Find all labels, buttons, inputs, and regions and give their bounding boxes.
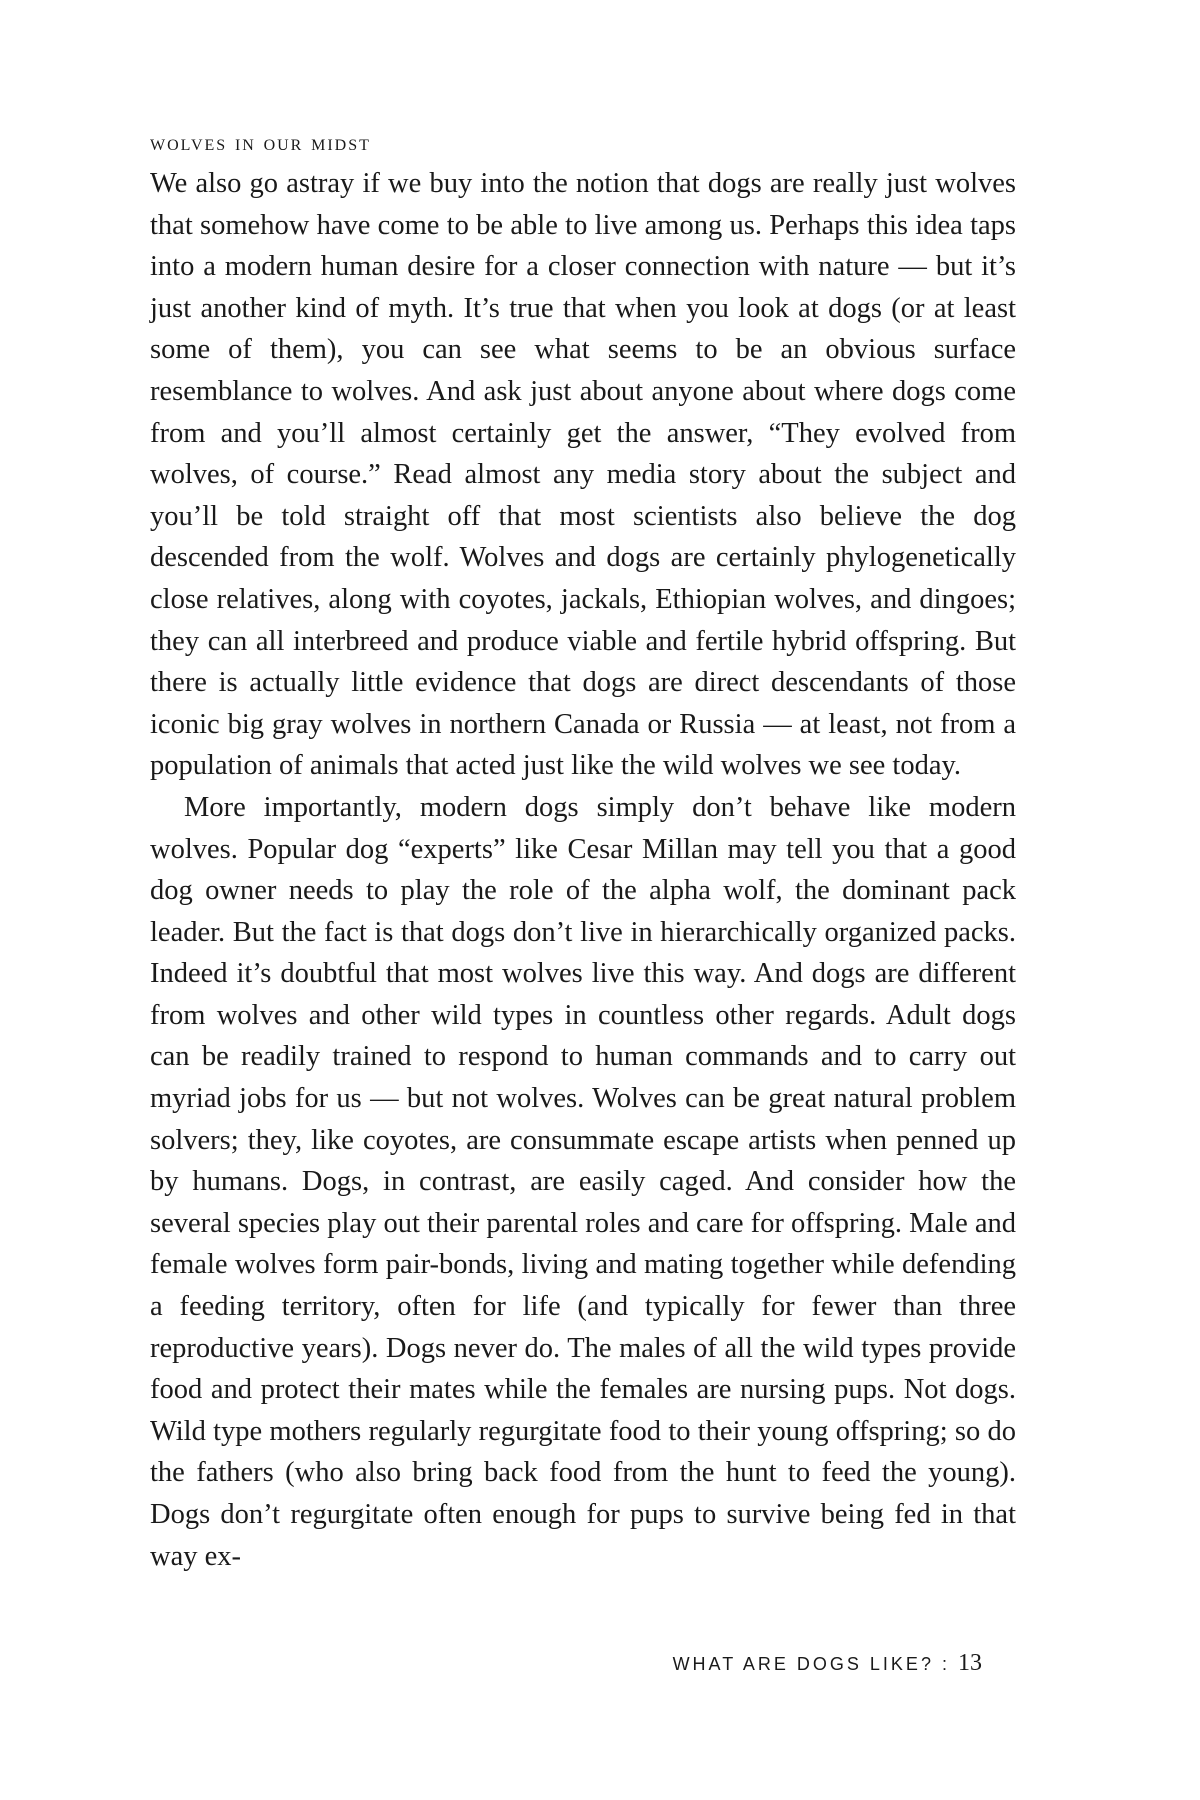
paragraph-1: We also go astray if we buy into the notion that dogs are really just wolves that somehow have come to be able to live among us. Perhaps this idea taps into a modern human desire for a closer connection with nature — but it’s just another kind of myth. It’s true that when you look at dogs (or at least some of them), you can see what seems to be an obvious surface resemblance to wolves. And ask just about anyone about where dogs come from and you’ll almost certainly get the answer, “They evolved from wolves, of course.” Read almost any media story about the subject and you’ll be told straight off that most scientists also believe the dog descended from the wolf. Wolves and dogs are certainly phylogenetically close relatives, along with coyotes, jackals, Ethiopian wolves, and dingoes; they can all interbreed and produce viable and fertile hybrid offspring. But there is actually little evidence that dogs are direct descendants of those iconic big gray wolves in northern Canada or Russia — at least, not from a population of animals that acted just like the wild wolves we see today. (150, 168, 1016, 782)
page-number: 13 (958, 1650, 982, 1676)
section-heading: wolves in our midst (150, 130, 371, 155)
paragraph-2: More importantly, modern dogs simply don’t behave like modern wolves. Popular dog “experts” like Cesar Millan may tell you that a good dog owner needs to play the role of the alpha wolf, the dominant pack leader. But the fact is that dogs don’t live in hierarchically organized packs. Indeed it’s doubtful that most wolves live this way. And dogs are different from wolves and other wild types in countless other regards. Adult dogs can be readily trained to respond to human commands and to carry out myriad jobs for us — but not wolves. Wolves can be great natural problem solvers; they, like coyotes, are consummate escape artists when penned up by humans. Dogs, in contrast, are easily caged. And consider how the several species play out their parental roles and care for offspring. Male and female wolves form pair-bonds, living and mating together while defending a feeding territory, often for life (and typically for fewer than three reproductive years). Dogs never do. The males of all the wild types provide food and protect their mates while the females are nursing pups. Not dogs. Wild type mothers regularly regurgitate food to their young offspring; so do the fathers (who also bring back food from the hunt to feed the young). Dogs don’t regurgitate often enough for pups to survive being fed in that way ex- (150, 791, 1017, 1572)
running-footer (673, 1650, 982, 1677)
footer-separator: : (941, 1654, 950, 1674)
running-title: WHAT ARE DOGS LIKE? (672, 1654, 934, 1674)
body-text (150, 163, 1016, 1577)
